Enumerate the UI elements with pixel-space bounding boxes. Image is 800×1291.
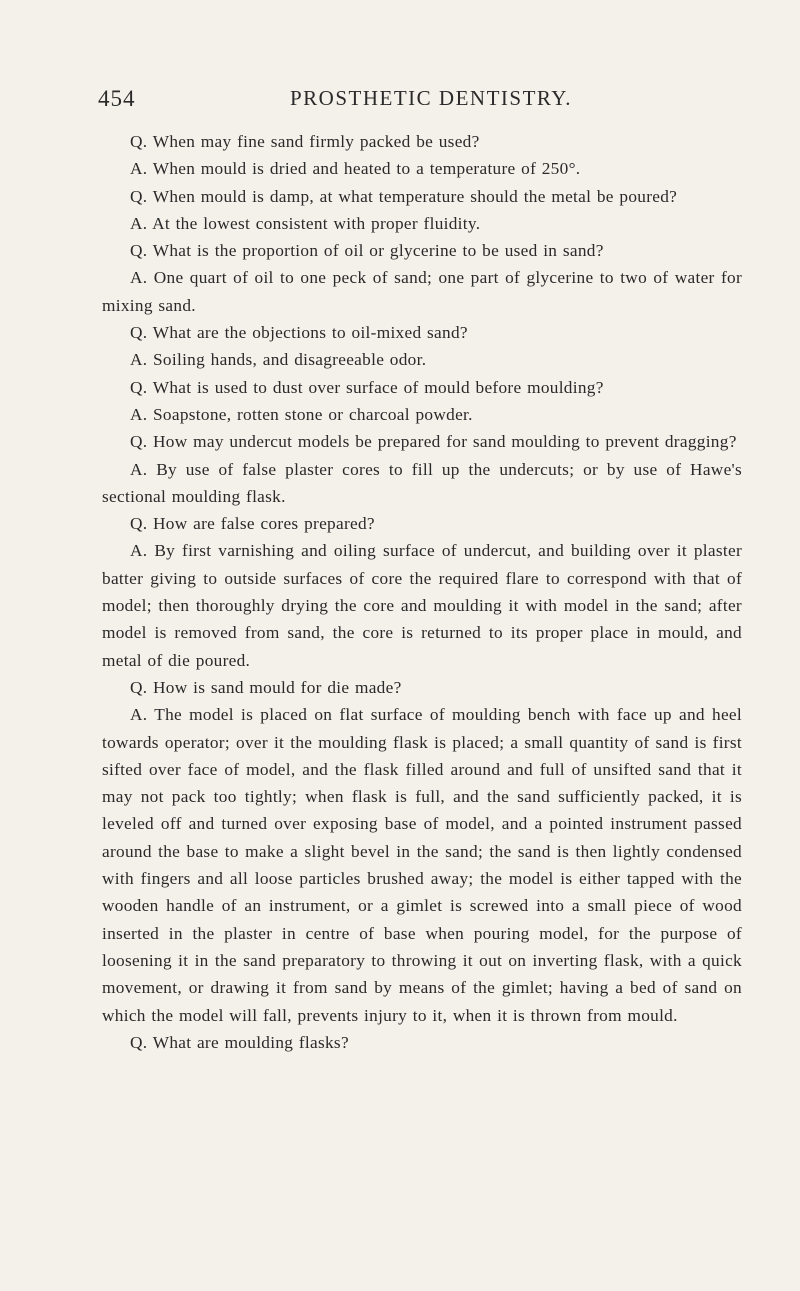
question-paragraph: Q. What is the proportion of oil or glycerine to be used in sand? xyxy=(130,241,604,261)
book-page xyxy=(98,86,742,1056)
question-paragraph: Q. What are moulding flasks? xyxy=(130,1032,349,1052)
answer-paragraph: A. One quart of oil to one peck of sand; one part of glycerine to two of water for mixing sand. xyxy=(102,268,742,315)
answer-paragraph: A. Soiling hands, and disagreeable odor. xyxy=(130,350,427,370)
answer-paragraph: A. By use of false plaster cores to fill up the undercuts; or by use of Hawe's sectional moulding flask. xyxy=(102,459,742,506)
running-header xyxy=(98,86,742,118)
question-paragraph: Q. How is sand mould for die made? xyxy=(130,677,402,697)
answer-paragraph: A. At the lowest consistent with proper fluidity. xyxy=(130,213,481,233)
answer-paragraph: A. By first varnishing and oiling surface of undercut, and building over it plaster batter giving to outside surfaces of core the required flare to correspond with that of model; then thoroughly drying the core and moulding it with model in the sand; after model is removed from sand, the core is returned to its proper place in mould, and metal of die poured. xyxy=(102,541,742,670)
answer-paragraph: A. The model is placed on flat surface of moulding bench with face up and heel towards operator; over it the moulding flask is placed; a small quantity of sand is first sifted over face of model, and the flask filled around and full of unsifted sand that it may not pack too tightly; when flask is full, and the sand sufficiently packed, it is leveled off and turned over exposing base of model, and a pointed instrument passed around the base to make a slight bevel in the sand; the sand is then lightly condensed with fingers and all loose particles brushed away; the model is either tapped with the wooden handle of an instrument, or a gimlet is screwed into a small piece of wood inserted in the plaster in centre of base when pouring model, for the purpose of loosening it in the sand preparatory to throwing it out on inverting flask, with a quick movement, or drawing it from sand by means of the gimlet; having a bed of sand on which the model will fall, prevents injury to it, when it is thrown from mould. xyxy=(102,705,742,1025)
answer-paragraph: A. Soapstone, rotten stone or charcoal powder. xyxy=(130,404,473,424)
page-number: 454 xyxy=(98,86,136,111)
answer-paragraph: A. When mould is dried and heated to a temperature of 250°. xyxy=(130,159,581,179)
question-paragraph: Q. How may undercut models be prepared for sand moulding to prevent dragging? xyxy=(130,432,737,452)
question-paragraph: Q. What is used to dust over surface of mould before moulding? xyxy=(130,377,604,397)
question-paragraph: Q. When may fine sand firmly packed be used? xyxy=(130,132,480,151)
question-paragraph: Q. What are the objections to oil-mixed sand? xyxy=(130,323,468,343)
body-text xyxy=(102,128,742,1056)
running-title: PROSTHETIC DENTISTRY. xyxy=(290,86,572,110)
question-paragraph: Q. When mould is damp, at what temperature should the metal be poured? xyxy=(130,186,678,206)
question-paragraph: Q. How are false cores prepared? xyxy=(130,514,375,534)
